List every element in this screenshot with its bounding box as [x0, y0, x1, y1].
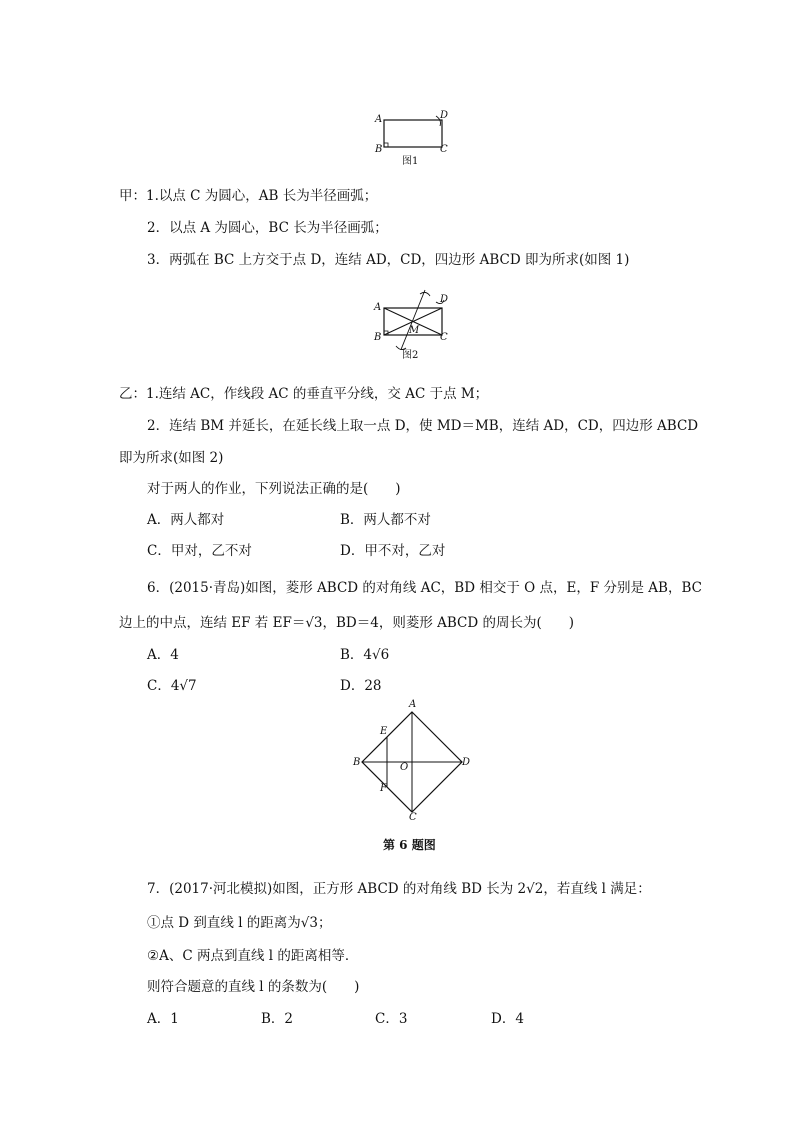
q6-figure [350, 699, 480, 852]
q6-option-b: B．4√6 [340, 647, 390, 663]
jia-step-2: 2．以点 A 为圆心，BC 长为半径画弧； [147, 220, 388, 236]
q6-figure-caption: 第 6 题图 [383, 838, 436, 852]
fig1-label-c: C [440, 144, 448, 155]
rhombus-diagram [350, 702, 480, 822]
q7-stem: 7．(2017·河北模拟)如图，正方形 ABCD 的对角线 BD 长为 2√2，若直线 l 满足： [147, 881, 651, 897]
yi-step-2-cont: 即为所求(如图 2) [119, 450, 224, 466]
q7-question: 则符合题意的直线 l 的条数为( ) [147, 979, 360, 995]
q6-label-f: F [380, 783, 387, 794]
figure-1 [370, 106, 460, 166]
fig2-label-b: B [374, 332, 382, 343]
figure-2 [370, 288, 460, 360]
fig2-caption: 图2 [402, 350, 419, 361]
q7-condition-2: ②A、C 两点到直线 l 的距离相等． [147, 948, 359, 964]
q6-stem-line-1: 6．(2015·青岛)如图，菱形 ABCD 的对角线 AC，BD 相交于 O 点，E，F 分别是 AB，BC [147, 580, 702, 596]
q6-label-c: C [409, 812, 417, 823]
q7-option-a: A．1 [147, 1011, 179, 1027]
fig2-label-c: C [440, 332, 448, 343]
q6-label-a: A [409, 699, 417, 710]
q6-label-b: B [353, 757, 361, 768]
q6-stem-line-2: 边上的中点，连结 EF 若 EF＝√3，BD＝4，则菱形 ABCD 的周长为( ) [119, 615, 575, 631]
yi-step-2: 2．连结 BM 并延长，在延长线上取一点 D，使 MD＝MB，连结 AD，CD，四边形 ABCD [147, 418, 699, 434]
fig1-caption: 图1 [402, 156, 419, 167]
q6-option-a: A．4 [147, 647, 179, 663]
jia-step-3: 3．两弧在 BC 上方交于点 D，连结 AD，CD，四边形 ABCD 即为所求(如图 1) [147, 252, 630, 268]
q6-label-d: D [462, 757, 471, 768]
q5-option-c: C．甲对，乙不对 [147, 543, 252, 559]
fig2-label-m: M [409, 325, 420, 336]
fig1-label-d: D [440, 110, 449, 121]
fig1-label-a: A [375, 114, 383, 125]
yi-step-1: 乙：1.连结 AC，作线段 AC 的垂直平分线，交 AC 于点 M； [119, 386, 489, 402]
q5-option-a: A．两人都对 [147, 512, 225, 528]
q7-condition-1: ①点 D 到直线 l 的距离为√3； [147, 915, 332, 931]
q7-option-c: C．3 [375, 1011, 408, 1027]
q6-label-o: O [400, 762, 409, 773]
q6-option-d: D．28 [340, 678, 382, 694]
q6-label-e: E [380, 726, 388, 737]
q6-option-c: C．4√7 [147, 678, 197, 694]
fig2-label-d: D [440, 294, 449, 305]
q7-option-b: B．2 [261, 1011, 294, 1027]
jia-step-1: 甲：1.以点 C 为圆心，AB 长为半径画弧； [119, 188, 378, 204]
q7-option-d: D．4 [491, 1011, 524, 1027]
q5-option-b: B．两人都不对 [340, 512, 431, 528]
fig1-label-b: B [375, 144, 383, 155]
q5-stem: 对于两人的作业，下列说法正确的是( ) [147, 481, 401, 497]
q5-option-d: D．甲不对，乙对 [340, 543, 446, 559]
fig2-label-a: A [374, 302, 382, 313]
